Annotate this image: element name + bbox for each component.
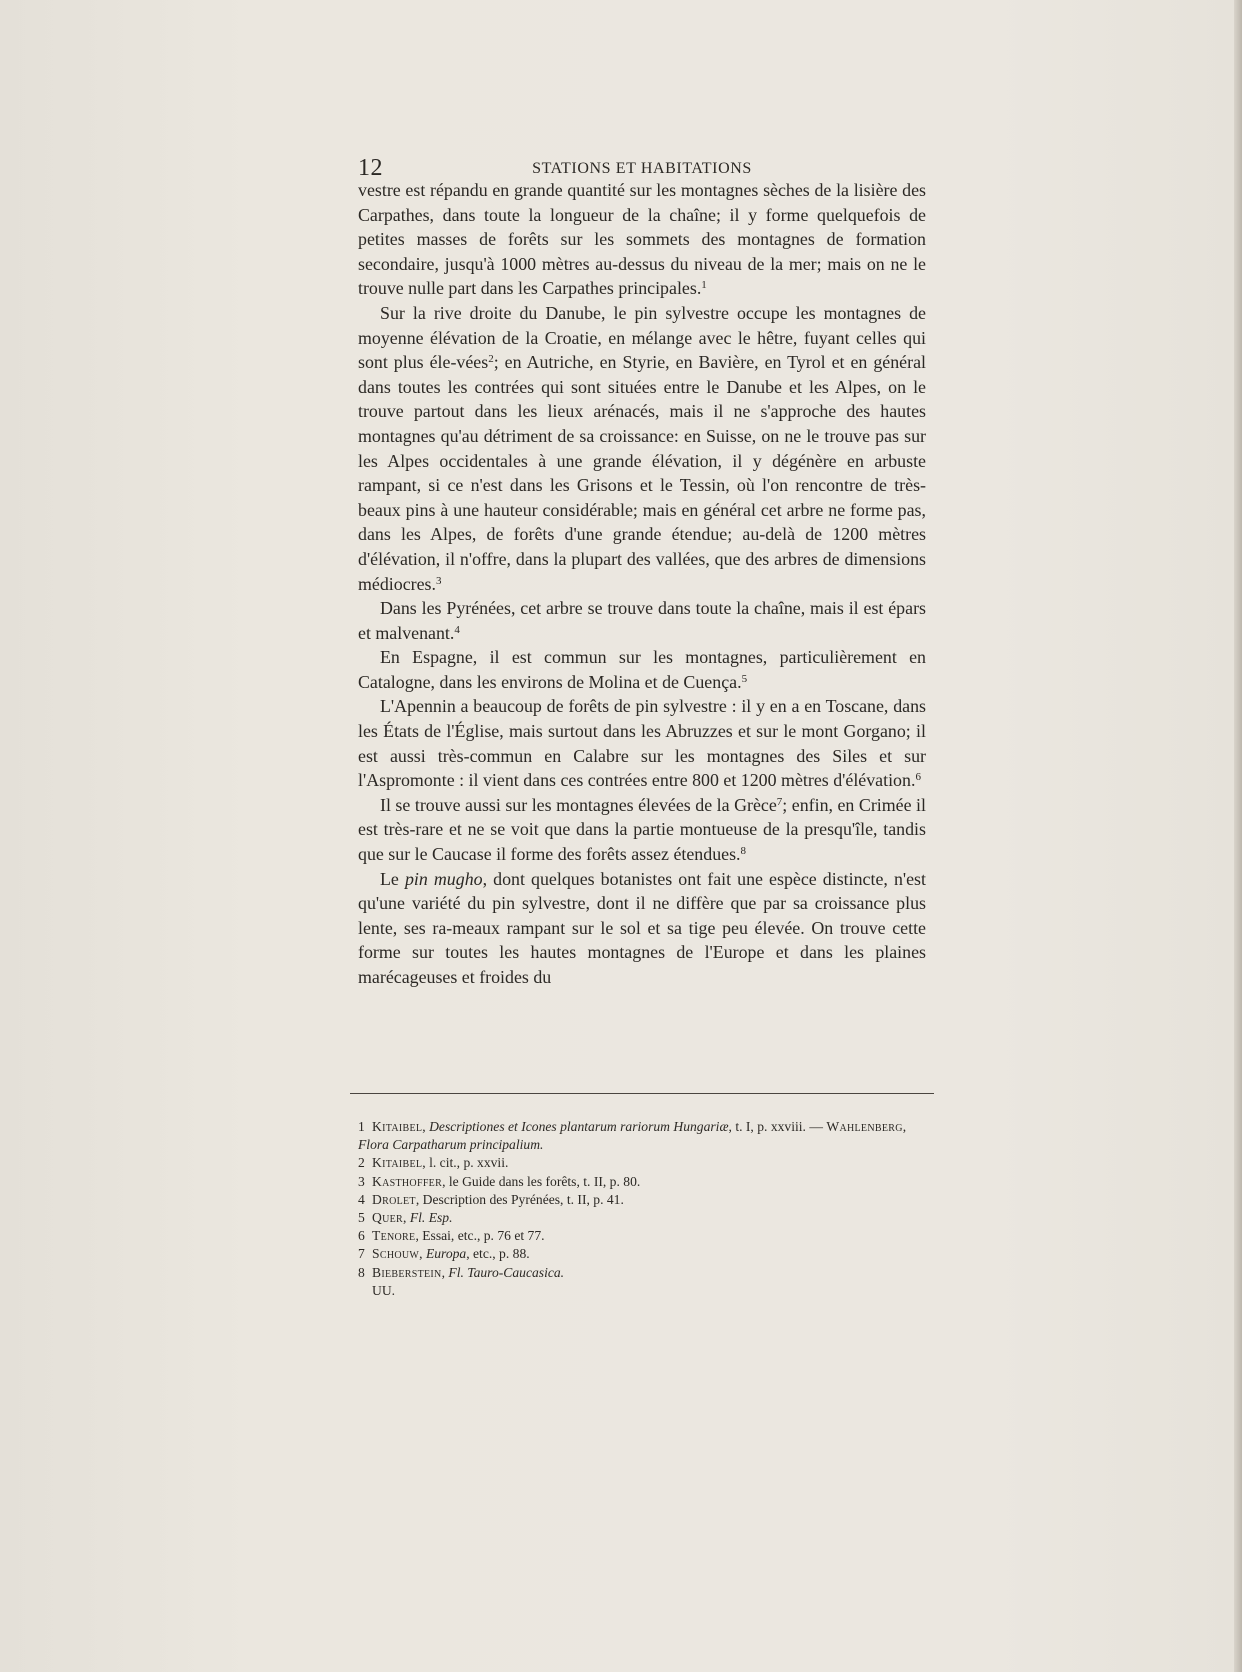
- footnote-rule: [350, 1093, 934, 1094]
- paragraph: En Espagne, il est commun sur les montagnes, particulièrement en Catalogne, dans les environs de Molina et de Cuença.$^5$: [358, 647, 926, 692]
- paragraph: Sur la rive droite du Danube, le pin sylvestre occupe les montagnes de moyenne élévation de la Croatie, en mélange avec le hêtre, fuyant celles qui sont plus éle-vées$^2$; en Autriche, en Styrie, en Bavière, en Tyrol et en général dans toutes les contrées qui sont situées entre le Danube et les Alpes, on le trouve partout dans les lieux arénacés, mais il ne s'approche des hautes montagnes qu'au détriment de sa croissance: en Suisse, on ne le trouve pas sur les Alpes occidentales à une grande élévation, il y dégénère en arbuste rampant, si ce n'est dans les Grisons et le Tessin, où l'on rencontre de très-beaux pins à une hauteur considérable; mais en général cet arbre ne forme pas, dans les Alpes, de forêts d'une grande étendue; au-delà de 1200 mètres d'élévation, il n'offre, dans la plupart des vallées, que des arbres de dimensions médiocres.$^3$: [358, 302, 926, 594]
- paragraph: Dans les Pyrénées, cet arbre se trouve dans toute la chaîne, mais il est épars et malvenant.$^4$: [358, 598, 926, 643]
- footnote-ref: 6: [915, 771, 921, 784]
- footnote: 3 Kasthoffer, le Guide dans les forêts, t. II, p. 80.: [358, 1173, 641, 1189]
- footnote-ref: 7: [776, 795, 783, 808]
- footnote: 5 Quer, Fl. Esp.: [358, 1210, 453, 1226]
- footnotes: [358, 1118, 926, 1300]
- footnote-ref: 8: [740, 845, 747, 858]
- footnote-ref: 4: [454, 623, 460, 636]
- footnote: 6 Tenore, Essai, etc., p. 76 et 77.: [358, 1228, 545, 1244]
- main-text: [358, 178, 926, 990]
- italic-term: pin mugho: [404, 868, 483, 889]
- paragraph: L'Apennin a beaucoup de forêts de pin sylvestre : il y en a en Toscane, dans les États de l'Église, mais surtout dans les Abruzzes et sur le mont Gorgano; il est aussi très-commun en Calabre sur les montagnes des Siles et sur l'Aspromonte : il vient dans ces contrées entre 800 et 1200 mètres d'élévation.$^6$: [358, 696, 926, 791]
- paragraph: Il se trouve aussi sur les montagnes élevées de la Grèce$^7$; enfin, en Crimée il est très-rare et ne se voit que dans la partie montueuse de la presqu'île, tandis que sur le Caucase il forme des forêts assez étendues.$^8$: [358, 794, 926, 865]
- signature-mark: UU.: [372, 1282, 396, 1298]
- footnote: 7 Schouw, Europa, etc., p. 88.: [358, 1246, 530, 1262]
- footnote: 4 Drolet, Description des Pyrénées, t. II, p. 41.: [358, 1191, 624, 1207]
- footnote: 2 Kitaibel, l. cit., p. xxvii.: [358, 1155, 509, 1171]
- footnote-ref: 1: [701, 279, 707, 292]
- running-head: STATIONS ET HABITATIONS: [532, 160, 752, 177]
- paragraph: Le pin mugho, dont quelques botanistes ont fait une espèce distincte, n'est qu'une variété du pin sylvestre, dont il ne diffère que par sa croissance plus lente, ses ra-meaux rampant sur le sol et sa tige peu élevée. On trouve cette forme sur toutes les hautes montagnes de l'Europe et dans les plaines marécageuses et froides du: [358, 868, 926, 987]
- footnote: 1 Kitaibel, Descriptiones et Icones plantarum rariorum Hungariæ, t. I, p. xxviii. — Wahlenberg, Flora Carpatharum principalium.: [358, 1119, 907, 1153]
- page-number: 12: [358, 155, 383, 181]
- footnote-ref: 3: [436, 574, 442, 587]
- paragraph: vestre est répandu en grande quantité sur les montagnes sèches de la lisière des Carpathes, dans toute la longueur de la chaîne; il y forme quelquefois de petites masses de forêts sur les sommets des montagnes de formation secondaire, jusqu'à 1000 mètres au-dessus du niveau de la mer; mais on ne le trouve nulle part dans les Carpathes principales.$^1$: [358, 180, 926, 299]
- page-edge: [1234, 0, 1242, 1672]
- footnote-ref: 5: [741, 672, 748, 685]
- footnote-ref: 2: [488, 353, 494, 366]
- footnote: 8 Bieberstein, Fl. Tauro-Caucasica.: [358, 1264, 565, 1280]
